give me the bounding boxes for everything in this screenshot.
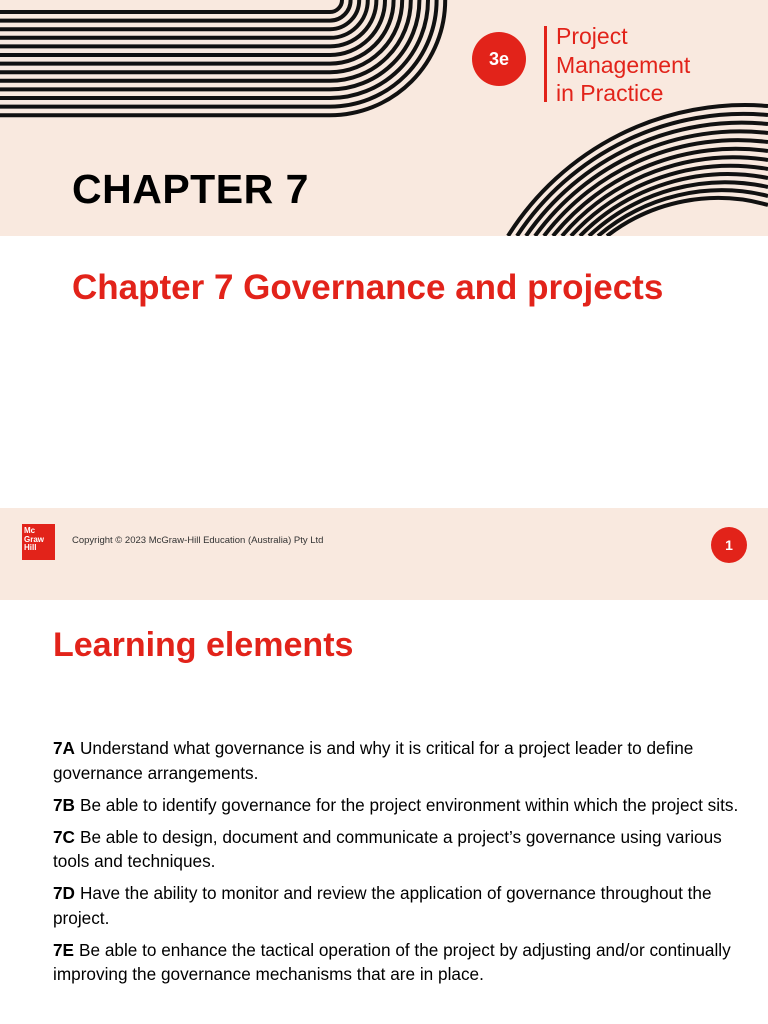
element-text: Be able to design, document and communicate a project’s governance using various tools and techniques.: [53, 826, 722, 871]
element-text: Be able to enhance the tactical operation of the project by adjusting and/or continually improving the governance mechanisms that are in place.: [53, 939, 731, 984]
element-text: Be able to identify governance for the project environment within which the project sits.: [79, 794, 739, 815]
list-item: [53, 793, 743, 818]
book-title-line: Project: [556, 23, 628, 49]
copyright-text: Copyright © 2023 McGraw-Hill Education (Australia) Pty Ltd: [72, 535, 324, 546]
list-item: [53, 825, 743, 874]
element-code: 7A: [53, 738, 75, 758]
book-title-line: in Practice: [556, 80, 664, 106]
element-code: 7C: [53, 826, 75, 847]
element-text: Have the ability to monitor and review the application of governance throughout the project.: [53, 883, 712, 928]
element-code: 7D: [53, 883, 75, 903]
book-title: [556, 22, 756, 108]
element-text: Understand what governance is and why it is critical for a project leader to define governance arrangements.: [53, 738, 694, 783]
decorative-stripe: [0, 0, 342, 12]
slide-title: Learning elements: [53, 626, 354, 664]
decorative-stripe: [0, 0, 359, 29]
brand-divider: [544, 26, 547, 102]
logo-line: Hill: [24, 543, 37, 552]
chapter-label: CHAPTER 7: [72, 166, 309, 212]
edition-badge: 3e: [472, 32, 526, 86]
learning-elements-list: [53, 736, 743, 994]
learning-elements-slide: [0, 600, 768, 1024]
logo-line: Graw: [24, 534, 45, 544]
title-slide-footer: [0, 508, 768, 600]
element-code: 7B: [53, 794, 75, 815]
element-code: 7E: [53, 939, 75, 960]
list-item: [53, 881, 743, 930]
page-number-badge: 1: [711, 527, 747, 563]
book-title-line: Management: [556, 51, 691, 78]
logo-line: Mc: [24, 526, 36, 535]
decorative-stripe: [598, 190, 768, 236]
chapter-title: Chapter 7 Governance and projects: [72, 268, 664, 307]
list-item: [53, 736, 743, 785]
list-item: [53, 938, 743, 987]
mcgraw-hill-logo: [22, 524, 55, 560]
